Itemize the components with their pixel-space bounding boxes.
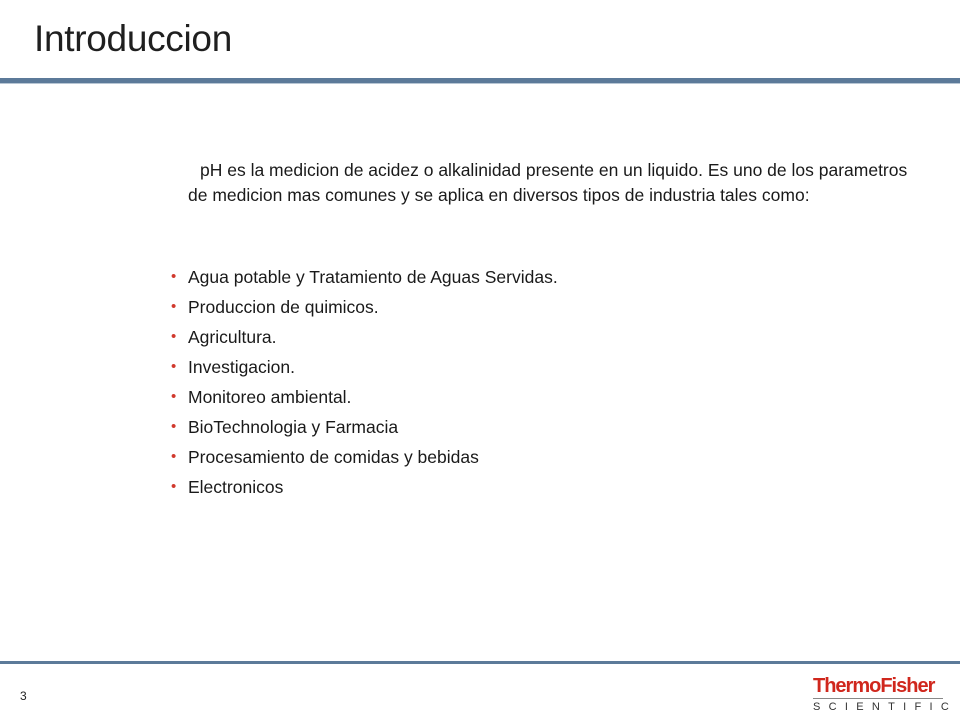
bullet-icon: • [171,478,177,495]
bullet-icon: • [171,268,177,285]
list-item-text: Electronicos [188,477,284,497]
logo-subtitle: SCIENTIFIC [813,701,958,713]
list-item-text: Agua potable y Tratamiento de Aguas Servidas. [188,267,558,287]
list-item-text: BioTechnologia y Farmacia [188,417,399,437]
list-item [171,382,558,412]
list-item [171,352,558,382]
title-divider [0,78,960,83]
bullet-icon: • [171,388,177,405]
footer-divider [0,661,960,664]
list-item [171,472,558,502]
bullet-icon: • [171,298,177,315]
bullet-icon: • [171,358,177,375]
list-item-text: Produccion de quimicos. [188,297,379,317]
list-item [171,442,558,472]
industry-list [171,262,558,502]
logo-wordmark: ThermoFisher [813,676,943,699]
list-item-text: Procesamiento de comidas y bebidas [188,447,479,467]
bullet-icon: • [171,418,177,435]
slide-title: Introduccion [34,18,232,59]
list-item-text: Monitoreo ambiental. [188,387,352,407]
bullet-icon: • [171,328,177,345]
intro-paragraph: pH es la medicion de acidez o alkalinidad presente en un liquido. Es uno de los parametros de medicion mas comunes y se aplica en diversos tipos de industria tales como: [188,160,908,205]
list-item [171,322,558,352]
list-item [171,412,558,442]
list-item [171,292,558,322]
page-number: 3 [20,689,27,703]
list-item-text: Investigacion. [188,357,296,377]
thermo-fisher-logo [813,675,958,714]
bullet-icon: • [171,448,177,465]
list-item [171,262,558,292]
list-item-text: Agricultura. [188,327,277,347]
